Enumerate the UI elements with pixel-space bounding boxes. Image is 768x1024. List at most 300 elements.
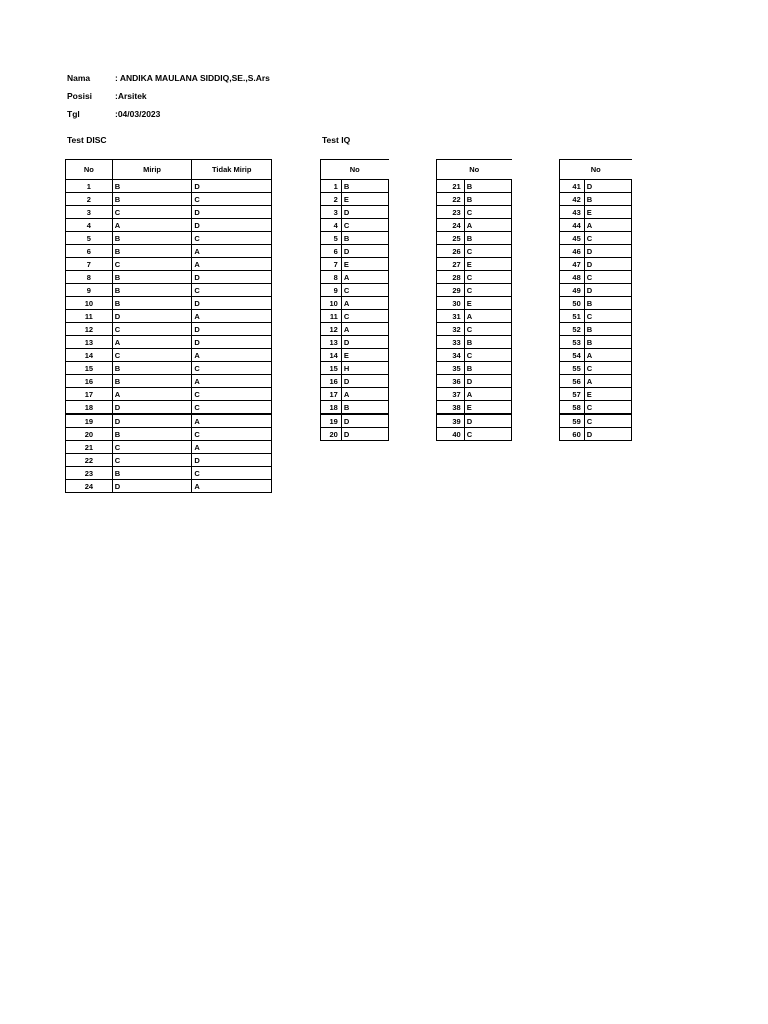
table-row xyxy=(321,362,389,375)
disc-cell-no: 8 xyxy=(66,271,113,284)
iq-cell-no: 57 xyxy=(560,388,585,401)
iq-cell-answer: C xyxy=(584,232,631,245)
disc-cell-no: 17 xyxy=(66,388,113,401)
table-row xyxy=(66,454,272,467)
nama-value: : ANDIKA MAULANA SIDDIQ,SE.,S.Ars xyxy=(115,73,270,83)
disc-header-row xyxy=(66,160,272,180)
table-row xyxy=(437,219,512,232)
iq-cell-no: 33 xyxy=(437,336,465,349)
table-row xyxy=(560,284,632,297)
disc-cell-tidak-mirip: A xyxy=(192,441,272,454)
disc-cell-no: 11 xyxy=(66,310,113,323)
iq-cell-no: 58 xyxy=(560,401,585,415)
disc-cell-tidak-mirip: C xyxy=(192,362,272,375)
iq-cell-answer: C xyxy=(584,310,631,323)
disc-cell-mirip: C xyxy=(112,349,192,362)
table-row xyxy=(437,310,512,323)
table-row xyxy=(560,271,632,284)
table-row xyxy=(560,206,632,219)
table-row xyxy=(560,323,632,336)
table-row xyxy=(321,336,389,349)
iq-cell-answer: D xyxy=(584,258,631,271)
iq-cell-no: 2 xyxy=(321,193,342,206)
table-row xyxy=(321,219,389,232)
disc-col-tidak-mirip: Tidak Mirip xyxy=(192,160,272,180)
disc-cell-tidak-mirip: D xyxy=(192,219,272,232)
iq-cell-answer: C xyxy=(584,362,631,375)
disc-cell-tidak-mirip: A xyxy=(192,310,272,323)
disc-cell-mirip: D xyxy=(112,310,192,323)
table-row xyxy=(437,206,512,219)
iq-cell-no: 32 xyxy=(437,323,465,336)
disc-cell-tidak-mirip: A xyxy=(192,245,272,258)
posisi-label: Posisi xyxy=(67,91,93,101)
disc-cell-no: 22 xyxy=(66,454,113,467)
iq-cell-no: 36 xyxy=(437,375,465,388)
table-row xyxy=(321,388,389,401)
table-row xyxy=(560,297,632,310)
iq-cell-answer: A xyxy=(341,323,388,336)
table-row xyxy=(437,362,512,375)
iq-cell-answer: B xyxy=(464,180,511,193)
iq-header-row xyxy=(437,160,512,180)
disc-cell-tidak-mirip: D xyxy=(192,297,272,310)
iq-cell-answer: E xyxy=(464,258,511,271)
table-row xyxy=(560,219,632,232)
iq-cell-no: 43 xyxy=(560,206,585,219)
table-row xyxy=(560,349,632,362)
disc-cell-no: 4 xyxy=(66,219,113,232)
disc-cell-tidak-mirip: D xyxy=(192,271,272,284)
table-row xyxy=(321,428,389,441)
disc-cell-mirip: D xyxy=(112,414,192,428)
iq-cell-answer: A xyxy=(584,375,631,388)
iq-table-3 xyxy=(559,159,632,441)
disc-cell-no: 24 xyxy=(66,480,113,493)
table-row xyxy=(66,428,272,441)
table-row xyxy=(560,193,632,206)
table-row xyxy=(66,271,272,284)
table-row xyxy=(321,284,389,297)
table-row xyxy=(66,258,272,271)
iq-cell-answer: D xyxy=(584,428,631,441)
iq-cell-answer: E xyxy=(464,401,511,415)
iq-cell-answer: A xyxy=(464,388,511,401)
disc-cell-tidak-mirip: D xyxy=(192,180,272,193)
disc-cell-mirip: C xyxy=(112,258,192,271)
table-row xyxy=(437,245,512,258)
disc-cell-mirip: B xyxy=(112,467,192,480)
disc-cell-no: 23 xyxy=(66,467,113,480)
table-row xyxy=(437,401,512,415)
iq-cell-no: 45 xyxy=(560,232,585,245)
iq-cell-no: 15 xyxy=(321,362,342,375)
disc-cell-no: 13 xyxy=(66,336,113,349)
iq-cell-no: 37 xyxy=(437,388,465,401)
iq-cell-no: 60 xyxy=(560,428,585,441)
table-row xyxy=(66,310,272,323)
disc-cell-tidak-mirip: C xyxy=(192,428,272,441)
disc-cell-no: 1 xyxy=(66,180,113,193)
table-row xyxy=(66,414,272,428)
iq-cell-no: 1 xyxy=(321,180,342,193)
iq-cell-no: 46 xyxy=(560,245,585,258)
table-row xyxy=(66,206,272,219)
iq-cell-answer: B xyxy=(584,193,631,206)
iq-cell-no: 52 xyxy=(560,323,585,336)
iq-cell-no: 35 xyxy=(437,362,465,375)
iq-cell-answer: E xyxy=(584,206,631,219)
iq-cell-answer: A xyxy=(341,297,388,310)
disc-cell-tidak-mirip: A xyxy=(192,258,272,271)
disc-cell-no: 15 xyxy=(66,362,113,375)
iq-cell-no: 34 xyxy=(437,349,465,362)
iq-cell-no: 19 xyxy=(321,414,342,428)
disc-cell-no: 5 xyxy=(66,232,113,245)
iq-cell-answer: A xyxy=(464,310,511,323)
iq-cell-no: 56 xyxy=(560,375,585,388)
iq-cell-answer: C xyxy=(464,206,511,219)
iq-cell-answer: B xyxy=(584,336,631,349)
iq-cell-no: 29 xyxy=(437,284,465,297)
iq-cell-answer: B xyxy=(584,297,631,310)
iq-cell-no: 41 xyxy=(560,180,585,193)
tgl-value: :04/03/2023 xyxy=(115,109,161,119)
table-row xyxy=(437,323,512,336)
iq-cell-answer: A xyxy=(584,349,631,362)
iq-cell-no: 48 xyxy=(560,271,585,284)
disc-cell-no: 6 xyxy=(66,245,113,258)
table-row xyxy=(66,245,272,258)
disc-cell-mirip: A xyxy=(112,388,192,401)
nama-label: Nama xyxy=(67,73,91,83)
iq-cell-no: 44 xyxy=(560,219,585,232)
disc-cell-no: 19 xyxy=(66,414,113,428)
iq-col-no: No xyxy=(437,160,512,180)
iq-cell-no: 10 xyxy=(321,297,342,310)
disc-cell-tidak-mirip: D xyxy=(192,336,272,349)
table-row xyxy=(321,180,389,193)
disc-cell-tidak-mirip: D xyxy=(192,206,272,219)
disc-cell-tidak-mirip: A xyxy=(192,480,272,493)
disc-body xyxy=(66,180,272,493)
iq-cell-answer: C xyxy=(464,349,511,362)
iq-cell-no: 53 xyxy=(560,336,585,349)
disc-cell-mirip: B xyxy=(112,180,192,193)
iq-cell-answer: D xyxy=(341,245,388,258)
iq-cell-no: 16 xyxy=(321,375,342,388)
disc-cell-mirip: C xyxy=(112,323,192,336)
table-row xyxy=(437,258,512,271)
disc-cell-no: 14 xyxy=(66,349,113,362)
iq-cell-answer: D xyxy=(464,375,511,388)
table-row xyxy=(321,206,389,219)
table-row xyxy=(66,349,272,362)
iq-cell-answer: E xyxy=(341,349,388,362)
iq-cell-no: 3 xyxy=(321,206,342,219)
iq-cell-no: 50 xyxy=(560,297,585,310)
iq-cell-answer: C xyxy=(584,401,631,415)
iq-cell-answer: B xyxy=(341,232,388,245)
table-row xyxy=(321,310,389,323)
disc-cell-no: 7 xyxy=(66,258,113,271)
table-row xyxy=(560,388,632,401)
iq-cell-answer: D xyxy=(341,428,388,441)
iq-cell-answer: C xyxy=(341,284,388,297)
table-row xyxy=(321,232,389,245)
table-row xyxy=(437,428,512,441)
iq-cell-no: 11 xyxy=(321,310,342,323)
disc-cell-tidak-mirip: A xyxy=(192,375,272,388)
disc-cell-mirip: B xyxy=(112,375,192,388)
iq-cell-answer: A xyxy=(584,219,631,232)
table-row xyxy=(437,232,512,245)
iq-body-1 xyxy=(321,180,389,441)
iq-cell-no: 5 xyxy=(321,232,342,245)
iq-cell-no: 20 xyxy=(321,428,342,441)
table-row xyxy=(321,401,389,415)
disc-cell-no: 18 xyxy=(66,401,113,415)
iq-cell-answer: D xyxy=(584,180,631,193)
disc-cell-mirip: C xyxy=(112,454,192,467)
table-row xyxy=(66,467,272,480)
disc-cell-mirip: B xyxy=(112,284,192,297)
iq-cell-no: 18 xyxy=(321,401,342,415)
iq-cell-answer: C xyxy=(341,310,388,323)
table-row xyxy=(321,271,389,284)
disc-cell-mirip: B xyxy=(112,232,192,245)
iq-cell-no: 25 xyxy=(437,232,465,245)
iq-cell-answer: C xyxy=(584,414,631,428)
table-row xyxy=(437,414,512,428)
table-row xyxy=(437,349,512,362)
disc-cell-tidak-mirip: C xyxy=(192,401,272,415)
iq-cell-answer: E xyxy=(584,388,631,401)
iq-cell-answer: D xyxy=(341,336,388,349)
iq-cell-no: 31 xyxy=(437,310,465,323)
iq-cell-no: 8 xyxy=(321,271,342,284)
iq-cell-no: 55 xyxy=(560,362,585,375)
iq-col-no: No xyxy=(560,160,632,180)
iq-cell-no: 51 xyxy=(560,310,585,323)
table-row xyxy=(66,284,272,297)
iq-cell-answer: D xyxy=(341,206,388,219)
table-row xyxy=(560,232,632,245)
table-row xyxy=(560,375,632,388)
iq-cell-no: 49 xyxy=(560,284,585,297)
table-row xyxy=(560,180,632,193)
disc-cell-no: 21 xyxy=(66,441,113,454)
iq-cell-answer: C xyxy=(464,245,511,258)
iq-cell-no: 40 xyxy=(437,428,465,441)
disc-col-mirip: Mirip xyxy=(112,160,192,180)
disc-cell-mirip: B xyxy=(112,271,192,284)
iq-cell-no: 38 xyxy=(437,401,465,415)
disc-cell-tidak-mirip: D xyxy=(192,323,272,336)
table-row xyxy=(560,310,632,323)
table-row xyxy=(560,362,632,375)
iq-cell-no: 14 xyxy=(321,349,342,362)
disc-cell-no: 16 xyxy=(66,375,113,388)
iq-title: Test IQ xyxy=(322,135,351,145)
iq-cell-no: 22 xyxy=(437,193,465,206)
table-row xyxy=(560,336,632,349)
iq-cell-answer: B xyxy=(464,193,511,206)
disc-cell-no: 10 xyxy=(66,297,113,310)
table-row xyxy=(321,414,389,428)
table-row xyxy=(437,375,512,388)
disc-cell-mirip: B xyxy=(112,193,192,206)
disc-cell-tidak-mirip: C xyxy=(192,467,272,480)
iq-header-row xyxy=(560,160,632,180)
disc-cell-mirip: D xyxy=(112,401,192,415)
table-row xyxy=(321,245,389,258)
disc-cell-mirip: D xyxy=(112,480,192,493)
iq-cell-no: 21 xyxy=(437,180,465,193)
disc-col-no: No xyxy=(66,160,113,180)
iq-table-2 xyxy=(436,159,512,441)
table-row xyxy=(66,219,272,232)
iq-cell-answer: A xyxy=(464,219,511,232)
iq-cell-answer: C xyxy=(584,271,631,284)
iq-cell-answer: E xyxy=(341,193,388,206)
table-row xyxy=(66,297,272,310)
iq-body-3 xyxy=(560,180,632,441)
table-row xyxy=(437,336,512,349)
table-row xyxy=(321,375,389,388)
disc-cell-mirip: C xyxy=(112,206,192,219)
table-row xyxy=(560,245,632,258)
iq-cell-no: 12 xyxy=(321,323,342,336)
iq-cell-no: 9 xyxy=(321,284,342,297)
table-row xyxy=(437,284,512,297)
iq-cell-no: 42 xyxy=(560,193,585,206)
disc-cell-tidak-mirip: C xyxy=(192,232,272,245)
table-row xyxy=(321,297,389,310)
iq-cell-no: 59 xyxy=(560,414,585,428)
iq-cell-no: 6 xyxy=(321,245,342,258)
iq-cell-answer: C xyxy=(464,323,511,336)
iq-cell-answer: C xyxy=(464,284,511,297)
posisi-value: :Arsitek xyxy=(115,91,147,101)
disc-cell-no: 20 xyxy=(66,428,113,441)
disc-table xyxy=(65,159,272,493)
table-row xyxy=(321,323,389,336)
iq-cell-answer: B xyxy=(464,232,511,245)
iq-cell-answer: D xyxy=(464,414,511,428)
iq-cell-answer: C xyxy=(341,219,388,232)
table-row xyxy=(66,362,272,375)
iq-cell-no: 39 xyxy=(437,414,465,428)
table-row xyxy=(66,480,272,493)
iq-cell-answer: C xyxy=(464,428,511,441)
table-row xyxy=(321,193,389,206)
disc-cell-no: 12 xyxy=(66,323,113,336)
table-row xyxy=(66,323,272,336)
table-row xyxy=(66,180,272,193)
disc-cell-mirip: A xyxy=(112,219,192,232)
table-row xyxy=(66,441,272,454)
table-row xyxy=(560,258,632,271)
iq-cell-no: 54 xyxy=(560,349,585,362)
disc-cell-no: 3 xyxy=(66,206,113,219)
iq-cell-answer: B xyxy=(464,336,511,349)
iq-cell-answer: H xyxy=(341,362,388,375)
disc-cell-no: 2 xyxy=(66,193,113,206)
iq-cell-answer: A xyxy=(341,271,388,284)
disc-cell-tidak-mirip: A xyxy=(192,349,272,362)
table-row xyxy=(437,193,512,206)
iq-col-no: No xyxy=(321,160,389,180)
disc-cell-tidak-mirip: C xyxy=(192,388,272,401)
table-row xyxy=(321,258,389,271)
disc-cell-mirip: B xyxy=(112,245,192,258)
disc-cell-mirip: A xyxy=(112,336,192,349)
disc-cell-mirip: B xyxy=(112,297,192,310)
iq-cell-answer: D xyxy=(584,245,631,258)
iq-cell-answer: D xyxy=(341,375,388,388)
iq-header-row xyxy=(321,160,389,180)
tgl-label: Tgl xyxy=(67,109,80,119)
iq-cell-answer: B xyxy=(464,362,511,375)
table-row xyxy=(437,180,512,193)
iq-table-1 xyxy=(320,159,389,441)
disc-cell-mirip: C xyxy=(112,441,192,454)
disc-cell-tidak-mirip: C xyxy=(192,284,272,297)
table-row xyxy=(66,375,272,388)
iq-cell-answer: B xyxy=(584,323,631,336)
iq-cell-no: 13 xyxy=(321,336,342,349)
table-row xyxy=(321,349,389,362)
iq-cell-no: 24 xyxy=(437,219,465,232)
table-row xyxy=(66,336,272,349)
iq-cell-no: 47 xyxy=(560,258,585,271)
iq-body-2 xyxy=(437,180,512,441)
disc-cell-tidak-mirip: C xyxy=(192,193,272,206)
iq-cell-no: 7 xyxy=(321,258,342,271)
iq-cell-answer: B xyxy=(341,401,388,415)
iq-cell-no: 26 xyxy=(437,245,465,258)
table-row xyxy=(437,388,512,401)
table-row xyxy=(560,414,632,428)
iq-cell-answer: A xyxy=(341,388,388,401)
disc-cell-no: 9 xyxy=(66,284,113,297)
table-row xyxy=(437,297,512,310)
table-row xyxy=(66,193,272,206)
iq-cell-answer: E xyxy=(341,258,388,271)
iq-cell-no: 27 xyxy=(437,258,465,271)
iq-cell-answer: D xyxy=(341,414,388,428)
disc-cell-mirip: B xyxy=(112,362,192,375)
table-row xyxy=(66,401,272,415)
iq-cell-answer: E xyxy=(464,297,511,310)
iq-cell-answer: D xyxy=(584,284,631,297)
table-row xyxy=(66,388,272,401)
disc-cell-tidak-mirip: A xyxy=(192,414,272,428)
table-row xyxy=(560,401,632,415)
iq-cell-no: 4 xyxy=(321,219,342,232)
iq-cell-no: 17 xyxy=(321,388,342,401)
iq-cell-no: 23 xyxy=(437,206,465,219)
iq-cell-answer: B xyxy=(341,180,388,193)
disc-title: Test DISC xyxy=(67,135,107,145)
table-row xyxy=(66,232,272,245)
iq-cell-answer: C xyxy=(464,271,511,284)
iq-cell-no: 28 xyxy=(437,271,465,284)
disc-cell-mirip: B xyxy=(112,428,192,441)
table-row xyxy=(437,271,512,284)
disc-cell-tidak-mirip: D xyxy=(192,454,272,467)
